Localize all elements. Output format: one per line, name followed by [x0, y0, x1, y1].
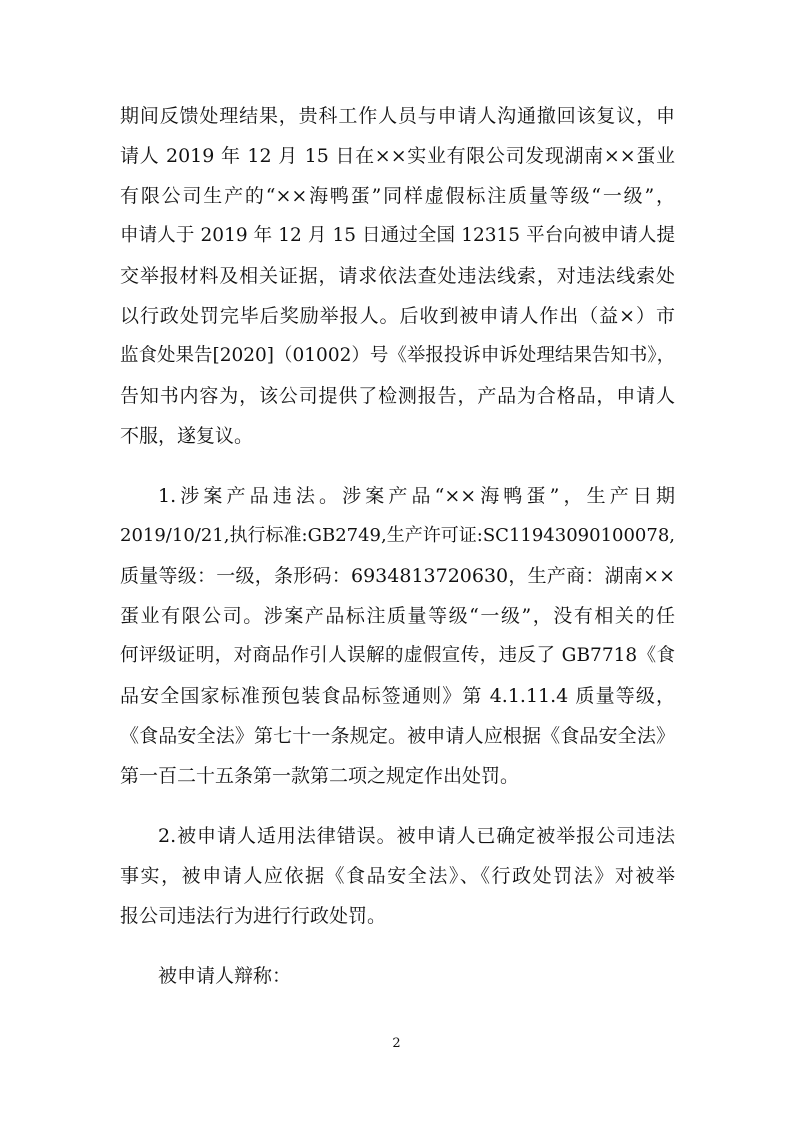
text-line: 以行政处罚完毕后奖励举报人。后收到被申请人作出（益×）市	[120, 305, 675, 327]
text-line: 有限公司生产的“××海鸭蛋”同样虚假标注质量等级“一级”，	[120, 185, 675, 207]
text-line: 事实，被申请人应依据《食品安全法》、《行政处罚法》对被举	[120, 865, 675, 887]
text-line: 2019/10/21,执行标准:GB2749,生产许可证:SC11943090100078,	[120, 525, 675, 546]
text-line: 何评级证明，对商品作引人误解的虚假宣传，违反了 GB7718《食	[120, 645, 675, 666]
text-line: 蛋业有限公司。涉案产品标注质量等级“一级”，没有相关的任	[120, 605, 675, 627]
text-line: 《食品安全法》第七十一条规定。被申请人应根据《食品安全法》	[120, 725, 675, 747]
text-line: 第一百二十五条第一款第二项之规定作出处罚。	[120, 765, 520, 787]
text-line: 2.被申请人适用法律错误。被申请人已确定被举报公司违法	[158, 825, 675, 847]
page-number: 2	[392, 1036, 401, 1051]
text-line: 被申请人辩称：	[158, 965, 292, 987]
text-line: 请人 2019 年 12 月 15 日在××实业有限公司发现湖南××蛋业	[120, 145, 675, 167]
text-line: 告知书内容为，该公司提供了检测报告，产品为合格品，申请人	[120, 385, 675, 407]
text-line: 1.涉案产品违法。涉案产品“××海鸭蛋”，生产日期	[158, 485, 675, 507]
text-line: 报公司违法行为进行行政处罚。	[120, 905, 387, 927]
text-line: 质量等级：一级，条形码：6934813720630，生产商：湖南××	[120, 565, 675, 587]
text-line: 交举报材料及相关证据，请求依法查处违法线索，对违法线索处	[120, 265, 675, 287]
text-line: 监食处果告[2020]（01002）号《举报投诉申诉处理结果告知书》，	[120, 345, 676, 366]
text-line: 不服，遂复议。	[120, 425, 254, 447]
text-line: 品安全国家标准预包装食品标签通则》第 4.1.11.4 质量等级，	[120, 685, 675, 707]
text-line: 期间反馈处理结果，贵科工作人员与申请人沟通撤回该复议，申	[120, 105, 675, 127]
text-line: 申请人于 2019 年 12 月 15 日通过全国 12315 平台向被申请人提	[120, 225, 675, 246]
